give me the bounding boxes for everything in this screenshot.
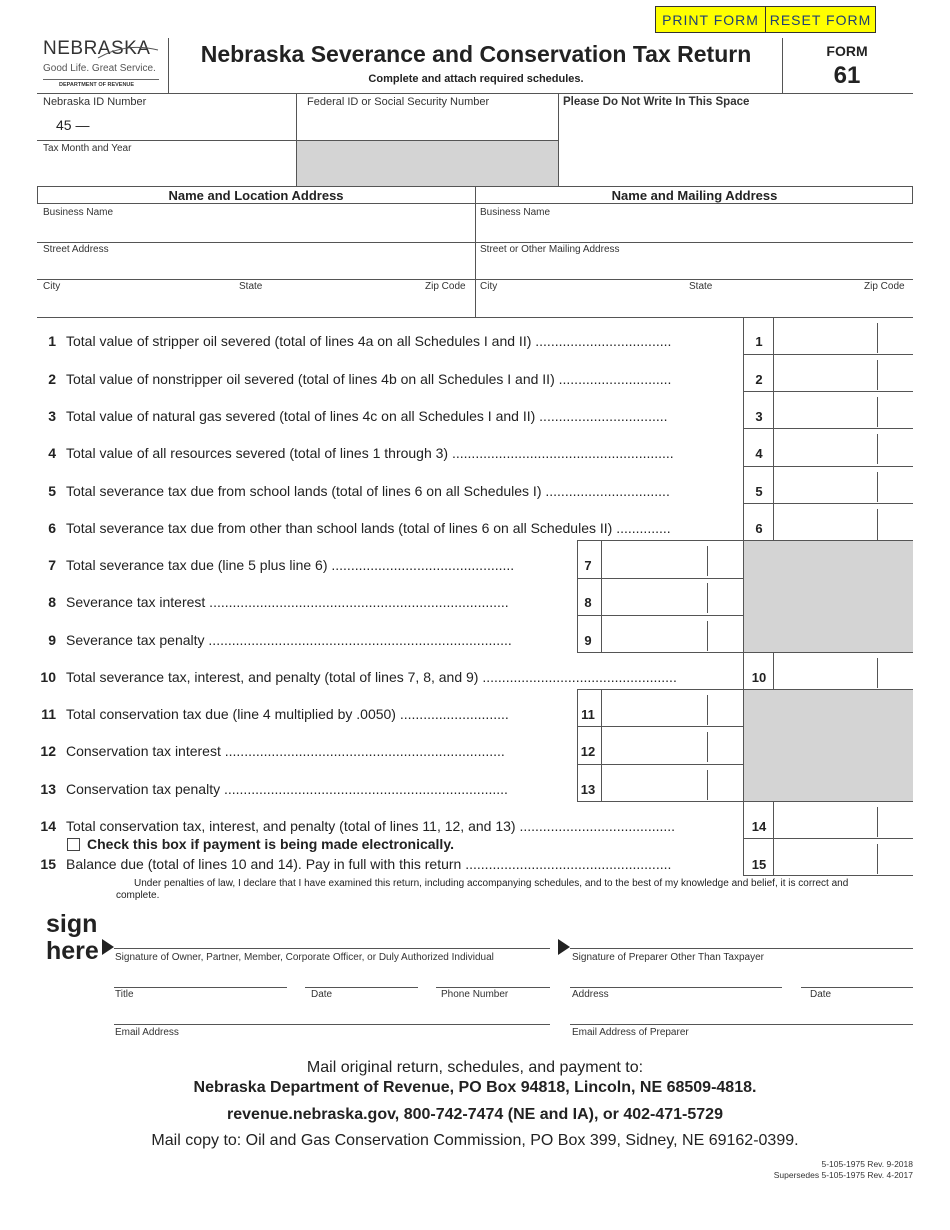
preparer-address-input[interactable] bbox=[570, 965, 782, 986]
preparer-email-input[interactable] bbox=[570, 1003, 913, 1024]
line-number: 12 bbox=[40, 743, 56, 759]
revision-number: 5-105-1975 Rev. 9-2018 bbox=[821, 1159, 913, 1169]
rule-line bbox=[601, 540, 602, 652]
rule-line bbox=[743, 503, 913, 504]
location-street-input[interactable] bbox=[38, 256, 474, 278]
line-description: Severance tax interest ............................................................................. bbox=[66, 594, 509, 610]
line-description: Conservation tax penalty ......................................................................... bbox=[66, 781, 508, 797]
line-description: Total value of nonstripper oil severed (total of lines 4b on all Schedules I and II) ............................. bbox=[66, 371, 672, 387]
shaded-area bbox=[744, 690, 913, 801]
electronic-payment-label: Check this box if payment is being made electronically. bbox=[87, 836, 454, 852]
line-number: 13 bbox=[40, 781, 56, 797]
mailing-city-label: City bbox=[480, 281, 498, 292]
mailing-city-state-zip-input[interactable] bbox=[476, 293, 912, 315]
declaration-text: Under penalties of law, I declare that I have examined this return, including accompanying schedules, and to the best of my knowledge and belief, it is correct and complete. bbox=[116, 878, 849, 901]
owner-signature-label: Signature of Owner, Partner, Member, Corporate Officer, or Duly Authorized Individual bbox=[115, 952, 494, 963]
preparer-signature-input[interactable] bbox=[570, 926, 913, 947]
line-amount-input[interactable] bbox=[775, 807, 912, 841]
line-description: Total value of all resources severed (total of lines 1 through 3) ......................................................... bbox=[66, 445, 674, 461]
location-business-name-input[interactable] bbox=[38, 219, 474, 241]
rule-line bbox=[743, 838, 913, 839]
mailing-business-name-label: Business Name bbox=[480, 207, 551, 218]
sign-word: sign bbox=[46, 910, 98, 938]
preparer-email-label: Email Address of Preparer bbox=[572, 1027, 689, 1038]
reset-form-button[interactable]: RESET FORM bbox=[765, 6, 876, 33]
rule-line bbox=[877, 472, 878, 502]
line-box-number: 13 bbox=[580, 782, 596, 797]
form-label: FORM bbox=[826, 43, 868, 59]
line-description: Total value of natural gas severed (total of lines 4c on all Schedules I and II) ................................. bbox=[66, 408, 668, 424]
arrow-right-icon bbox=[102, 939, 114, 955]
preparer-date-input[interactable] bbox=[801, 965, 913, 986]
logo-swoosh-icon bbox=[96, 40, 160, 60]
location-address-header: Name and Location Address bbox=[168, 188, 344, 203]
email-label: Email Address bbox=[115, 1027, 179, 1038]
line-description: Total severance tax, interest, and penalty (total of lines 7, 8, and 9) .................................................. bbox=[66, 669, 677, 685]
rule-line bbox=[601, 689, 602, 801]
line-number: 11 bbox=[41, 706, 56, 722]
line-box-number: 3 bbox=[755, 409, 763, 424]
rule-line bbox=[707, 546, 708, 576]
rule-line bbox=[877, 360, 878, 390]
line-box-number: 6 bbox=[755, 521, 763, 536]
line-amount-input[interactable] bbox=[775, 509, 912, 543]
tax-month-input[interactable] bbox=[38, 156, 294, 184]
line-amount-input[interactable] bbox=[603, 583, 743, 617]
rule-line bbox=[877, 844, 878, 874]
print-form-button[interactable]: PRINT FORM bbox=[655, 6, 766, 33]
line-number: 14 bbox=[40, 818, 56, 834]
line-number: 6 bbox=[48, 520, 56, 536]
mailing-state-label: State bbox=[689, 281, 713, 292]
owner-signature-input[interactable] bbox=[114, 926, 550, 947]
line-amount-input[interactable] bbox=[603, 770, 743, 804]
rule-line bbox=[877, 323, 878, 353]
here-word: here bbox=[46, 937, 99, 965]
supersedes-number: Supersedes 5-105-1975 Rev. 4-2017 bbox=[773, 1170, 913, 1180]
line-number: 1 bbox=[48, 333, 56, 349]
mailing-street-input[interactable] bbox=[476, 256, 912, 278]
line-description: Balance due (total of lines 10 and 14). Pay in full with this return ..................................................... bbox=[66, 856, 672, 872]
logo-department: DEPARTMENT OF REVENUE bbox=[59, 82, 135, 88]
line-box-number: 2 bbox=[755, 372, 763, 387]
line-number: 5 bbox=[48, 483, 56, 499]
arrow-right-icon bbox=[558, 939, 570, 955]
date-input[interactable] bbox=[305, 965, 418, 986]
line-description: Total severance tax due from other than school lands (total of lines 6 on all Schedules II) .............. bbox=[66, 520, 671, 536]
line-box-number: 14 bbox=[751, 819, 767, 834]
page-subtitle: Complete and attach required schedules. bbox=[368, 73, 584, 85]
line-amount-input[interactable] bbox=[775, 322, 912, 356]
line-box-number: 9 bbox=[584, 633, 592, 648]
rule-line bbox=[743, 428, 913, 429]
line-box-number: 12 bbox=[580, 744, 596, 759]
phone-label: Phone Number bbox=[441, 989, 509, 1000]
line-number: 15 bbox=[40, 856, 56, 872]
rule-line bbox=[577, 578, 744, 579]
line-box-number: 11 bbox=[581, 707, 595, 722]
shaded-area bbox=[744, 541, 913, 652]
line-amount-input[interactable] bbox=[603, 695, 743, 729]
line-amount-input[interactable] bbox=[603, 621, 743, 655]
rule-line bbox=[743, 875, 913, 876]
rule-line bbox=[743, 652, 913, 653]
rule-line bbox=[743, 801, 913, 802]
electronic-payment-checkbox[interactable] bbox=[67, 838, 80, 851]
logo-state: NEBRASKA bbox=[43, 38, 151, 59]
mailing-business-name-input[interactable] bbox=[476, 219, 912, 241]
rule-line bbox=[577, 764, 744, 765]
location-zip-label: Zip Code bbox=[425, 281, 466, 292]
rule-line bbox=[877, 434, 878, 464]
line-box-number: 7 bbox=[584, 558, 592, 573]
rule-line bbox=[577, 689, 578, 801]
line-amount-input[interactable] bbox=[775, 360, 912, 394]
rule-line bbox=[707, 732, 708, 762]
rule-line bbox=[577, 652, 744, 653]
rule-line bbox=[577, 689, 744, 690]
federal-id-label: Federal ID or Social Security Number bbox=[307, 96, 490, 108]
line-number: 4 bbox=[48, 445, 56, 461]
location-business-name-label: Business Name bbox=[43, 207, 114, 218]
rule-line bbox=[577, 540, 744, 541]
rule-line bbox=[877, 509, 878, 541]
location-city-state-zip-input[interactable] bbox=[38, 293, 474, 315]
line-box-number: 5 bbox=[755, 484, 763, 499]
rule-line bbox=[877, 397, 878, 427]
line-description: Total conservation tax, interest, and penalty (total of lines 11, 12, and 13) ........................................ bbox=[66, 818, 676, 834]
line-description: Total value of stripper oil severed (total of lines 4a on all Schedules I and II) ................................... bbox=[66, 333, 672, 349]
line-amount-input[interactable] bbox=[775, 658, 912, 692]
rule-line bbox=[743, 466, 913, 467]
rule-line bbox=[707, 621, 708, 651]
line-description: Total severance tax due (line 5 plus line 6) ............................................... bbox=[66, 557, 515, 573]
rule-line bbox=[577, 726, 744, 727]
line-number: 8 bbox=[48, 594, 56, 610]
line-amount-input[interactable] bbox=[775, 472, 912, 506]
line-amount-input[interactable] bbox=[603, 732, 743, 766]
line-description: Total severance tax due from school lands (total of lines 6 on all Schedules I) ................................ bbox=[66, 483, 670, 499]
line-description: Total conservation tax due (line 4 multiplied by .0050) ............................ bbox=[66, 706, 509, 722]
location-street-label: Street Address bbox=[43, 244, 109, 255]
mail-instruction: Mail original return, schedules, and payment to: bbox=[306, 1059, 644, 1076]
mailing-zip-label: Zip Code bbox=[864, 281, 905, 292]
rule-line bbox=[577, 540, 578, 652]
phone-input[interactable] bbox=[436, 965, 550, 986]
rule-line bbox=[707, 770, 708, 800]
line-number: 3 bbox=[48, 408, 56, 424]
federal-id-input[interactable] bbox=[297, 94, 558, 140]
line-box-number: 8 bbox=[584, 595, 592, 610]
no-write-label: Please Do Not Write In This Space bbox=[563, 96, 750, 108]
form-number: 61 bbox=[833, 62, 861, 89]
line-number: 9 bbox=[48, 632, 56, 648]
rule-line bbox=[743, 391, 913, 392]
line-description: Severance tax penalty .............................................................................. bbox=[66, 632, 512, 648]
rule-line bbox=[707, 695, 708, 725]
mailing-address-header: Name and Mailing Address bbox=[611, 188, 778, 203]
line-amount-input[interactable] bbox=[603, 546, 743, 580]
logo-tagline: Good Life. Great Service. bbox=[43, 63, 156, 74]
page-title: Nebraska Severance and Conservation Tax Return bbox=[200, 41, 752, 67]
ne-id-value[interactable]: 45 — bbox=[56, 117, 90, 133]
title-label: Title bbox=[115, 989, 134, 1000]
rule-line bbox=[877, 658, 878, 688]
date-label: Date bbox=[311, 989, 333, 1000]
copy-mail-address: Mail copy to: Oil and Gas Conservation Commission, PO Box 399, Sidney, NE 69162-0399. bbox=[151, 1132, 799, 1149]
rule-line bbox=[577, 801, 744, 802]
line-amount-input[interactable] bbox=[775, 397, 912, 431]
line-box-number: 1 bbox=[755, 334, 763, 349]
preparer-signature-label: Signature of Preparer Other Than Taxpayer bbox=[572, 952, 764, 963]
contact-info: revenue.nebraska.gov, 800-742-7474 (NE and IA), or 402-471-5729 bbox=[227, 1106, 723, 1123]
line-number: 2 bbox=[48, 371, 56, 387]
preparer-address-label: Address bbox=[572, 989, 609, 1000]
line-box-number: 15 bbox=[751, 857, 767, 872]
rule-line bbox=[577, 615, 744, 616]
location-city-label: City bbox=[43, 281, 61, 292]
location-state-label: State bbox=[239, 281, 263, 292]
mailing-street-label: Street or Other Mailing Address bbox=[480, 244, 620, 255]
ne-id-label: Nebraska ID Number bbox=[43, 96, 147, 108]
line-box-number: 4 bbox=[755, 446, 763, 461]
line-description: Conservation tax interest ........................................................................ bbox=[66, 743, 505, 759]
line-number: 10 bbox=[40, 669, 56, 685]
rule-line bbox=[877, 807, 878, 837]
line-amount-input[interactable] bbox=[775, 434, 912, 468]
rule-line bbox=[743, 354, 913, 355]
line-number: 7 bbox=[48, 557, 56, 573]
email-input[interactable] bbox=[114, 1003, 550, 1024]
tax-month-label: Tax Month and Year bbox=[43, 143, 132, 154]
shaded-area bbox=[297, 141, 558, 187]
mail-address: Nebraska Department of Revenue, PO Box 94818, Lincoln, NE 68509-4818. bbox=[193, 1079, 757, 1096]
title-input[interactable] bbox=[114, 965, 287, 986]
preparer-date-label: Date bbox=[810, 989, 832, 1000]
rule-line bbox=[707, 583, 708, 613]
line-box-number: 10 bbox=[751, 670, 767, 685]
